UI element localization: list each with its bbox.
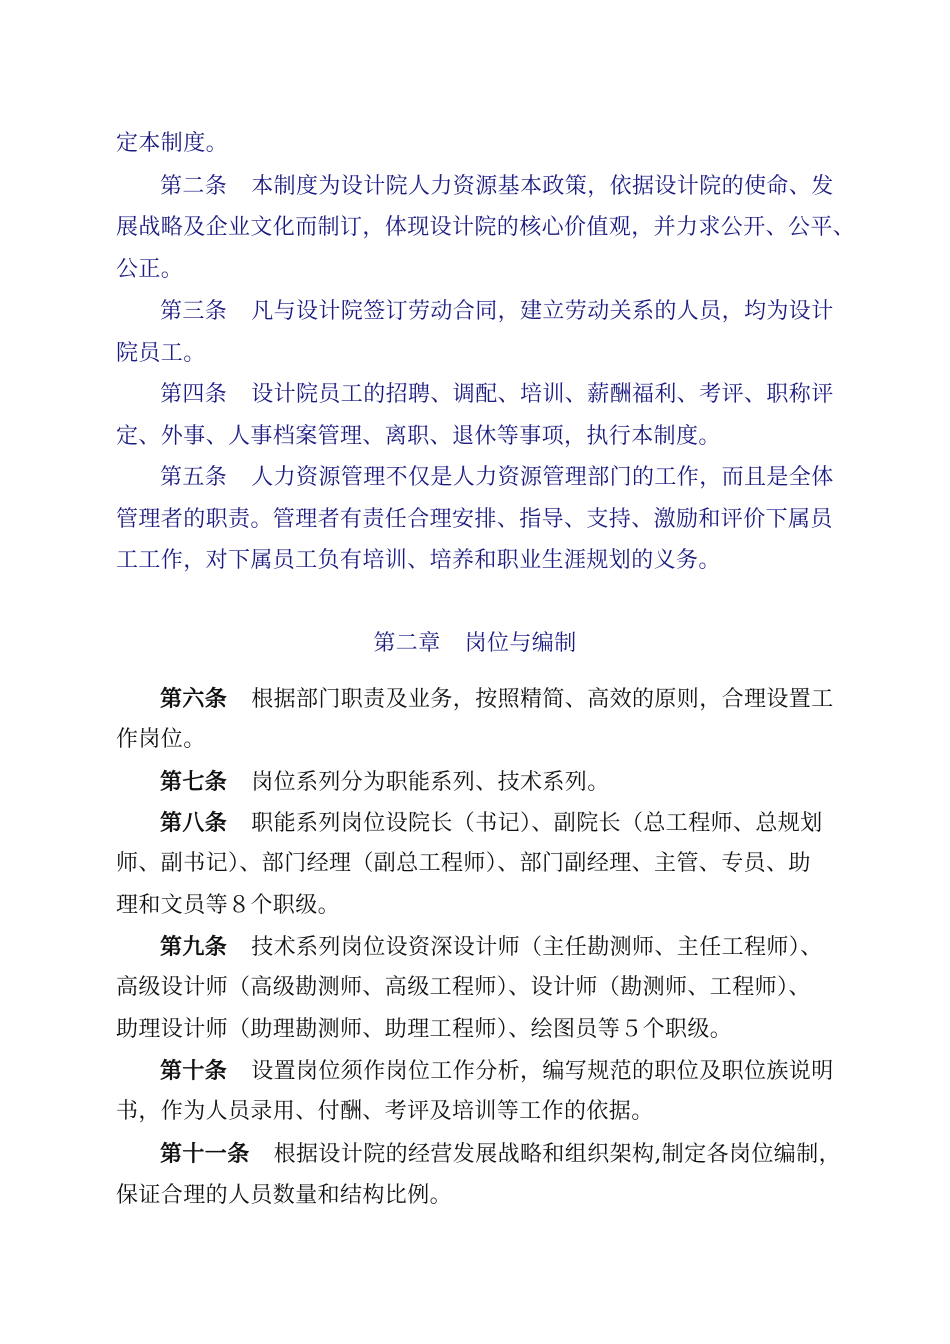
article-5 <box>160 463 834 493</box>
article-4 <box>160 380 834 410</box>
article-label: 第六条 <box>160 686 228 712</box>
article-7 <box>160 767 610 798</box>
article-text: 设置岗位须作岗位工作分析，编写规范的职位及职位族说明 <box>251 1059 834 1084</box>
article-text: 本制度为设计院人力资源基本政策，依据设计院的使命、发 <box>251 174 834 199</box>
article-10 <box>160 1056 834 1087</box>
article-3 <box>160 297 834 327</box>
article-11 <box>160 1139 841 1170</box>
text-line: 作岗位。 <box>116 727 206 752</box>
article-text: 人力资源管理不仅是人力资源管理部门的工作，而且是全体 <box>251 465 834 490</box>
text-line: 工工作，对下属员工负有培训、培养和职业生涯规划的义务。 <box>116 548 721 573</box>
article-label: 第七条 <box>160 769 228 795</box>
article-text: 凡与设计院签订劳动合同，建立劳动关系的人员，均为设计 <box>251 299 834 324</box>
article-text: 根据设计院的经营发展战略和组织架构,制定各岗位编制， <box>273 1142 842 1167</box>
chapter-number: 第二章 <box>373 631 441 656</box>
text-line: 定本制度。 <box>116 131 229 156</box>
article-9 <box>160 932 823 963</box>
article-label: 第九条 <box>160 934 228 960</box>
article-text: 技术系列岗位设资深设计师（主任勘测师、主任工程师）、 <box>251 935 823 960</box>
article-label: 第三条 <box>160 299 228 324</box>
article-text: 岗位系列分为职能系列、技术系列。 <box>251 770 610 795</box>
article-label: 第十条 <box>160 1058 228 1084</box>
article-6 <box>160 684 834 715</box>
article-label: 第四条 <box>160 382 228 407</box>
article-label: 第八条 <box>160 810 228 836</box>
article-label: 第五条 <box>160 465 228 490</box>
text-line: 师、副书记）、部门经理（副总工程师）、部门副经理、主管、专员、助 <box>116 851 811 876</box>
article-8 <box>160 808 823 839</box>
text-line: 助理设计师（助理勘测师、助理工程师）、绘图员等５个职级。 <box>116 1017 733 1042</box>
article-text: 根据部门职责及业务，按照精简、高效的原则，合理设置工 <box>251 687 834 712</box>
chapter-heading <box>0 629 950 659</box>
text-line: 展战略及企业文化而制订，体现设计院的核心价值观，并力求公开、公平、 <box>116 215 856 240</box>
text-line: 管理者的职责。管理者有责任合理安排、指导、支持、激励和评价下属员 <box>116 507 833 532</box>
article-label: 第二条 <box>160 174 228 199</box>
article-2 <box>160 172 834 202</box>
text-line: 理和文员等８个职级。 <box>116 893 341 918</box>
article-label: 第十一条 <box>160 1141 250 1167</box>
text-line: 公正。 <box>116 257 184 282</box>
article-text: 设计院员工的招聘、调配、培训、薪酬福利、考评、职称评 <box>251 382 834 407</box>
text-line: 院员工。 <box>116 341 206 366</box>
text-line: 保证合理的人员数量和结构比例。 <box>116 1183 453 1208</box>
text-line: 书，作为人员录用、付酬、考评及培训等工作的依据。 <box>116 1099 654 1124</box>
text-line: 定、外事、人事档案管理、离职、退休等事项，执行本制度。 <box>116 424 721 449</box>
chapter-title: 岗位与编制 <box>464 631 577 656</box>
article-text: 职能系列岗位设院长（书记）、副院长（总工程师、总规划 <box>251 811 823 836</box>
text-line: 高级设计师（高级勘测师、高级工程师）、设计师（勘测师、工程师）、 <box>116 975 811 1000</box>
